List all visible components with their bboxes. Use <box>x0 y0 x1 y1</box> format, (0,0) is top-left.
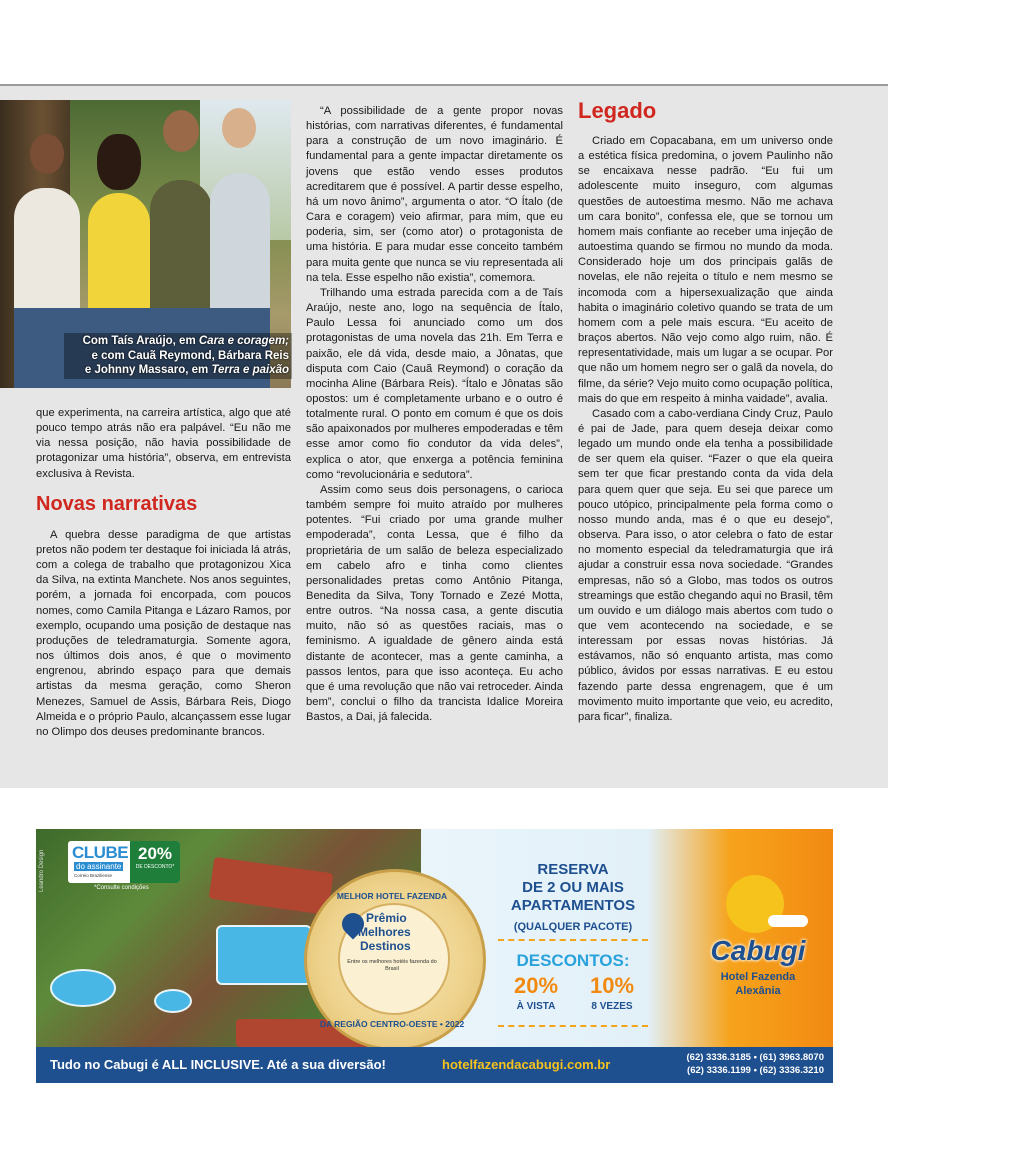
caption-line-2: e com Cauã Reymond, Bárbara Reis <box>91 349 289 362</box>
column-3-paragraph-2: Casado com a cabo-verdiana Cindy Cruz, Paulo é pai de Jade, para quem deseja deixar como legado um mundo onde ela tenha a possibilidade de ser quem ela quiser. “Fazer o que ela queira sem ter que ficar prestando conta da vida dela para quem quer que seja. Eu sei que parece um pouco utópico, principalmente pela forma como o nosso mundo anda, mas é o que eu desejo”, observa. Para isso, o ator celebra o fato de estar no momento especial da teledramaturgia que irá ajudar a construir essa nova sociedade. “Grandes empresas, não só a Globo, mas todos os outros streamings que estão chegando aqui no Brasil, têm um ouvido e um diálogo mais abertos com tudo o que vem acontecendo na sociedade, e se interessam por essas novas histórias. Já estávamos, não só enquanto artista, mas como público, ávidos por essas narrativas. E eu estou fazendo parte dessa engrenagem, que é um movimento muito importante que veio, eu acredito, para ficar”, finaliza. <box>578 407 833 723</box>
offer-wave-divider <box>498 939 648 947</box>
ad-slogan: Tudo no Cabugi é ALL INCLUSIVE. Até a sua diversão! <box>50 1057 386 1072</box>
offer-1-pct: 20% <box>513 973 559 998</box>
section-heading-legado: Legado <box>578 98 657 123</box>
ad-pool-1 <box>216 925 312 985</box>
award-small-text: Entre os melhores hotéis fazenda do Brasil <box>347 959 437 972</box>
clube-discount-sub: DE DESCONTO* <box>135 864 175 870</box>
clube-discount-box <box>130 841 180 883</box>
ad-phones <box>664 1051 824 1077</box>
offer-reserva <box>490 861 656 915</box>
ad-phones-line-1: (62) 3336.3185 • (61) 3963.8070 <box>686 1052 824 1063</box>
article-column-3 <box>578 98 833 725</box>
ad-pool-2 <box>50 969 116 1007</box>
column-1-paragraph: A quebra desse paradigma de que artistas pretos não podem ter destaque foi iniciada lá atrás, com a colega de trabalho que protagonizou Xica da Silva, na extinta Manchete. Nos anos seguintes, porém, a jornada foi encorpada, com poucos nomes, como Camila Pitanga e Lázaro Ramos, por exemplo, ocupando uma posição de destaque nas produções de teledramaturgia. Somente agora, nos últimos dois anos, é que o movimento engrenou, abrindo espaço para que demais artistas da mesma geração, como Sheron Menezes, Samuel de Assis, Bárbara Reis, Diogo Almeida e o próprio Paulo, alcançassem esse lugar no Olimpo dos deuses predominante brancos. <box>36 528 291 738</box>
award-premio: Prêmio <box>366 911 407 925</box>
offer-reserva-line-2: DE 2 OU MAIS <box>522 879 624 896</box>
cabugi-logo-text: Cabugi <box>710 935 806 966</box>
offer-reserva-line-1: RESERVA <box>537 861 609 878</box>
caption-line-1: Com Taís Araújo, em Cara e coragem; <box>82 335 289 347</box>
offer-2-label: 8 VEZES <box>591 1001 633 1012</box>
offer-descontos: DESCONTOS: <box>516 951 630 970</box>
ad-website-link[interactable]: hotelfazendacabugi.com.br <box>442 1057 611 1072</box>
clube-brand: Correio Braziliense <box>74 873 113 878</box>
person-2-head <box>97 134 141 190</box>
ad-pool-3 <box>154 989 192 1013</box>
photo-caption <box>64 333 292 379</box>
clube-assinante-badge <box>68 841 180 883</box>
column-2-paragraph-2: Trilhando uma estrada parecida com a de Taís Araújo, neste ano, logo na sequência de Ítalo, Paulo Lessa foi anunciado como um dos protagonistas de uma novela das 21h. Em Terra e paixão, ele dá vida, desde maio, a Jônatas, que disputa com Caio (Cauã Reymond) o coração da mocinha Aline (Bárbara Reis). “Ítalo e Jônatas são opostos: um é completamente urbano e o outro é totalmente rural. O ponto em comum é que os dois são apaixonados por mulheres empoderadas e têm esse amor como fio condutor da vida deles”, explica o ator, que enxerga a potência feminina como “revolucionária e sedutora”. <box>306 286 563 481</box>
offer-reserva-line-3: APARTAMENTOS <box>510 897 636 914</box>
article-column-1 <box>36 406 291 740</box>
award-bottom-text: DA REGIÃO CENTRO-OESTE • 2022 <box>319 1019 465 1029</box>
cabugi-cloud-icon <box>768 915 808 927</box>
ad-phones-line-2: (62) 3336.1199 • (62) 3336.3210 <box>687 1065 824 1076</box>
cabugi-advertisement[interactable] <box>36 829 833 1083</box>
article-column-2 <box>306 104 563 725</box>
award-melhores: Melhores <box>358 925 411 939</box>
person-1-head <box>30 134 64 174</box>
offer-qualquer-pacote: (QUALQUER PACOTE) <box>513 921 633 933</box>
column-2-paragraph-3: Assim como seus dois personagens, o carioca também sempre foi muito atraído por mulheres potentes. “Fui criado por uma grande mulher empoderada”, conta Lessa, que é filho da proprietária de um salão de beleza especializado em cabelo afro e tinha como clientes personalidades pretas como Antônio Pitanga, Benedita da Silva, Tony Tornado e Zezé Motta, entre outros. “Na nossa casa, a gente discutia muito, não só as questões raciais, mas o feminismo. A igualdade de gênero ainda está distante de acontecer, mas a gente caminha, a passos lentos, para que isso aconteça. Eu acho que é uma revolução que não vai retroceder. Ainda bem”, conclui o filho da trancista Idalice Moreira Bastos, a Dai, já falecida. <box>306 483 563 724</box>
offer-wave-divider-2 <box>498 1025 648 1033</box>
offer-2-pct: 10% <box>589 973 635 998</box>
column-1-intro: que experimenta, na carreira artística, algo que até pouco tempo atrás não era palpável. “Eu não me via nessa posição, não havia possibilidade de protagonizar uma história”, observa, em entrevista exclusiva à Revista. <box>36 407 291 480</box>
section-heading-novas-narrativas: Novas narrativas <box>36 492 198 515</box>
offer-1-label: À VISTA <box>516 1001 556 1012</box>
column-3-paragraph-1: Criado em Copacabana, em um universo onde a estética física predomina, o jovem Paulinho não se encaixava nesse padrão. “Eu fui um adolescente muito inseguro, com algumas questões de autoestima mesmo. Não me achava um cara bonito”, confessa ele, que se tornou um homem mais confiante ao receber uma injeção de autoestima quando se firmou no mundo da moda. Considerado hoje um dos principais galãs de novelas, ele não rejeita o título e nem mesmo se incomoda com a hipersexualização que ainda habita o imaginário coletivo quando se trata de um homem com a pele mais escura. “Eu aceito de braços abertos. Não vejo como algo ruim, não. É representatividade, mais um lugar a se ocupar. Por que não um homem negro ser o galã da novela, do filme, da série? Vejo muito como ocupação política, mais do que em respeito à minha vaidade”, avalia. <box>578 135 833 405</box>
clube-discount-pct: 20% <box>137 844 173 863</box>
caption-line-3: e Johnny Massaro, em Terra e paixão <box>84 364 289 376</box>
column-2-paragraph-1: “A possibilidade de a gente propor novas histórias, com narrativas diferentes, é fundamental para a construção de um novo imaginário. É fundamental para a gente impactar diretamente os jovens que estão vendo esses produtos acreditarem que é possível. A partir desse espelho, há um novo ânimo”, argumenta o ator. “O Ítalo (de Cara e coragem) veio afirmar, para mim, que eu poderia, sim, ser (como ator) o protagonista de uma história. E para mudar esse conceito também para muita gente que nunca se viu representada ali na tela. Esse espelho não existia”, comemora. <box>306 105 563 284</box>
person-3-head <box>163 110 199 152</box>
ad-bottom-bar <box>36 1047 833 1083</box>
ad-roof-1 <box>209 857 334 915</box>
award-destinos: Destinos <box>360 939 411 953</box>
cabugi-logo-sub-2: Alexânia <box>735 985 781 997</box>
ad-side-credit: Leandro Design <box>39 849 45 892</box>
cabugi-logo-sub-1: Hotel Fazenda <box>720 971 796 983</box>
clube-conditions: *Consulte condições <box>94 885 149 891</box>
person-4-head <box>222 108 256 148</box>
award-top-text: MELHOR HOTEL FAZENDA <box>336 891 448 901</box>
clube-word: CLUBE <box>72 843 129 862</box>
clube-sub: do assinante <box>76 862 122 871</box>
